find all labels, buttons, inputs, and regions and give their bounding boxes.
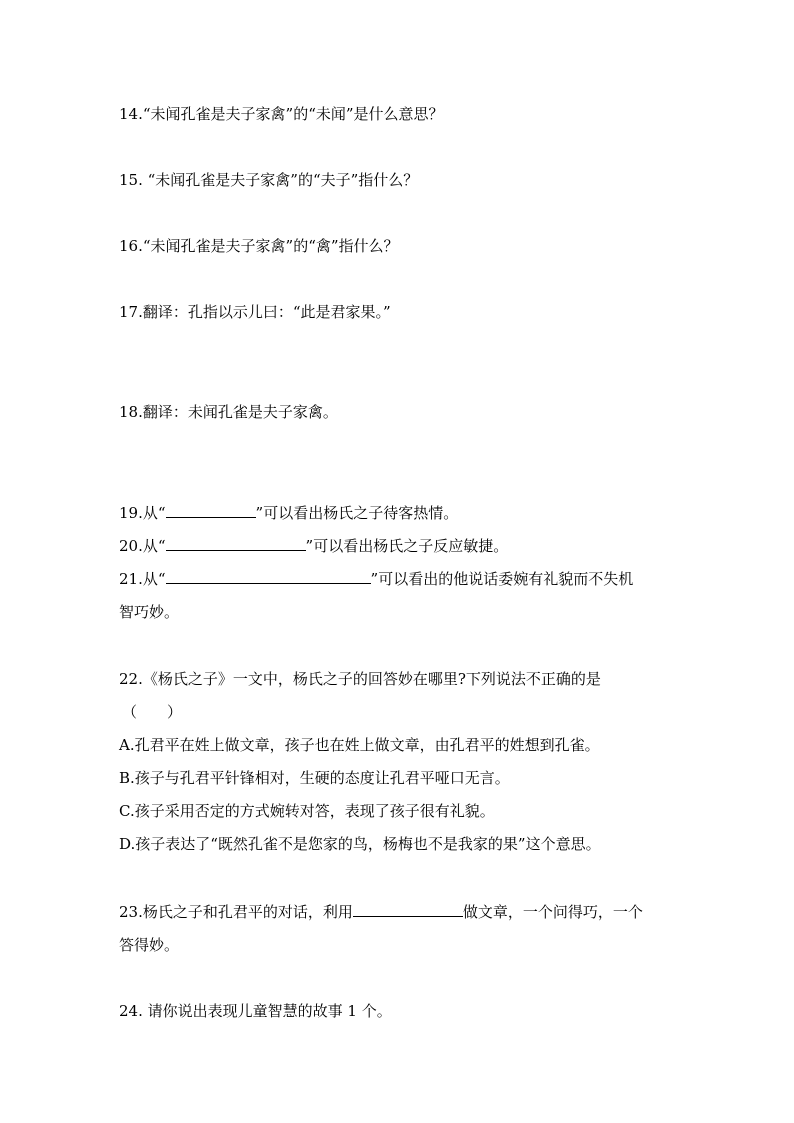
question-22-paren[interactable] [122, 702, 182, 722]
question-14: 14.“未闻孔雀是夫子家禽”的“未闻”是什么意思？ [119, 105, 444, 123]
question-18: 18.翻译：未闻孔雀是夫子家禽。 [119, 403, 338, 421]
question-23-suffix: 做文章，一个问得巧，一个 [462, 903, 643, 921]
answer-paren[interactable]: （ ） [122, 703, 183, 721]
question-19 [119, 503, 458, 523]
answer-blank-20[interactable] [166, 536, 306, 551]
answer-blank-21[interactable] [166, 569, 371, 584]
option-c: C.孩子采用否定的方式婉转对答，表现了孩子很有礼貌。 [119, 802, 495, 820]
question-19-suffix: ”可以看出杨氏之子待客热情。 [255, 504, 459, 522]
option-d: D.孩子表达了“既然孔雀不是您家的鸟，杨梅也不是我家的果”这个意思。 [119, 835, 601, 853]
question-15: 15. “未闻孔雀是夫子家禽”的“夫子”指什么？ [119, 171, 419, 189]
option-a: A.孔君平在姓上做文章，孩子也在姓上做文章，由孔君平的姓想到孔雀。 [119, 736, 600, 754]
question-22-stem: 22.《杨氏之子》一文中，杨氏之子的回答妙在哪里?下列说法不正确的是 [119, 670, 601, 688]
answer-blank-19[interactable] [166, 503, 256, 518]
answer-blank-23[interactable] [353, 902, 463, 917]
question-21 [119, 569, 633, 589]
question-23-continuation: 答得妙。 [119, 936, 180, 954]
question-23 [119, 902, 643, 922]
question-17: 17.翻译：孔指以示儿曰：“此是君家果。” [119, 303, 391, 321]
question-20-prefix: 20.从“ [119, 537, 166, 555]
question-20 [119, 536, 508, 556]
question-20-suffix: ”可以看出杨氏之子反应敏捷。 [305, 537, 509, 555]
option-b: B.孩子与孔君平针锋相对，生硬的态度让孔君平哑口无言。 [119, 769, 510, 787]
question-24: 24. 请你说出表现儿童智慧的故事 1 个。 [119, 1002, 392, 1020]
question-19-prefix: 19.从“ [119, 504, 166, 522]
question-21-suffix: ”可以看出的他说话委婉有礼貌而不失机 [370, 570, 634, 588]
question-16: 16.“未闻孔雀是夫子家禽”的“禽”指什么？ [119, 237, 399, 255]
question-21-prefix: 21.从“ [119, 570, 166, 588]
question-23-prefix: 23.杨氏之子和孔君平的对话，利用 [119, 903, 353, 921]
question-21-continuation: 智巧妙。 [119, 603, 180, 621]
